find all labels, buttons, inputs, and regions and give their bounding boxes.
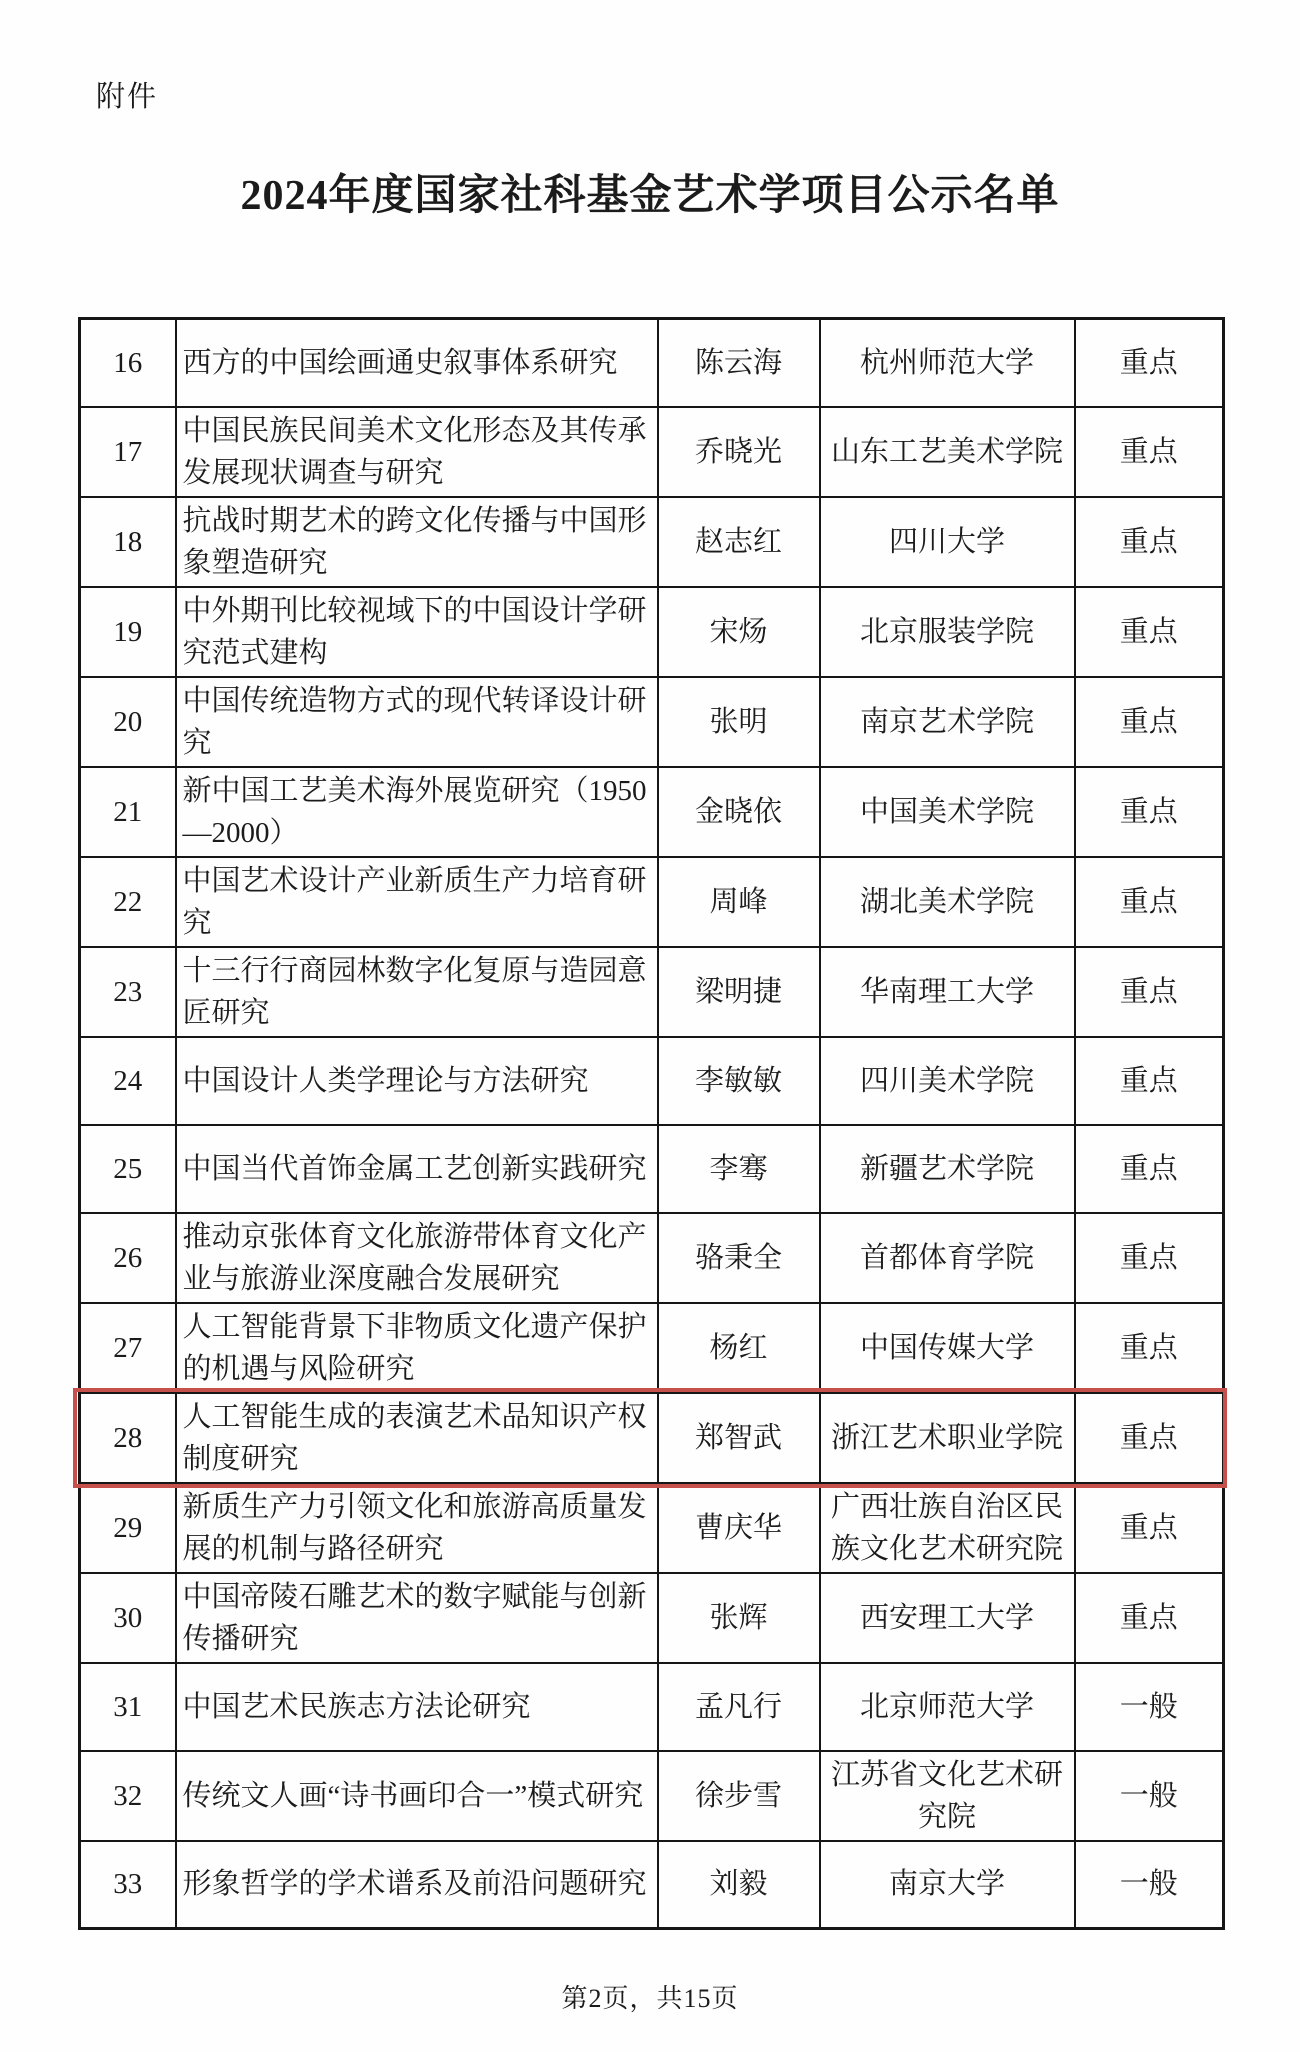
table-row (80, 497, 1224, 587)
project-leader: 徐步雪 (658, 1751, 820, 1841)
project-category: 重点 (1075, 319, 1224, 407)
project-title: 中国传统造物方式的现代转译设计研究 (176, 677, 658, 767)
table-row (80, 1037, 1224, 1125)
project-category: 重点 (1075, 947, 1224, 1037)
row-number: 24 (80, 1037, 176, 1125)
project-title: 推动京张体育文化旅游带体育文化产业与旅游业深度融合发展研究 (176, 1213, 658, 1303)
project-category: 重点 (1075, 1303, 1224, 1393)
row-number: 23 (80, 947, 176, 1037)
project-category: 重点 (1075, 1037, 1224, 1125)
row-number: 18 (80, 497, 176, 587)
project-leader: 赵志红 (658, 497, 820, 587)
project-leader: 张明 (658, 677, 820, 767)
project-leader: 乔晓光 (658, 407, 820, 497)
projects-table-container (78, 317, 1222, 1930)
project-title: 中国艺术民族志方法论研究 (176, 1663, 658, 1751)
project-leader: 曹庆华 (658, 1483, 820, 1573)
page-title: 2024年度国家社科基金艺术学项目公示名单 (240, 173, 1060, 219)
project-leader: 骆秉全 (658, 1213, 820, 1303)
project-category: 重点 (1075, 497, 1224, 587)
project-institution: 广西壮族自治区民族文化艺术研究院 (820, 1483, 1075, 1573)
row-number: 28 (80, 1393, 176, 1483)
projects-table (78, 317, 1225, 1930)
project-institution: 北京服装学院 (820, 587, 1075, 677)
row-number: 29 (80, 1483, 176, 1573)
row-number: 31 (80, 1663, 176, 1751)
project-title: 中国民族民间美术文化形态及其传承发展现状调查与研究 (176, 407, 658, 497)
table-row (80, 407, 1224, 497)
table-row (80, 1483, 1224, 1573)
table-row (80, 767, 1224, 857)
table-row (80, 1751, 1224, 1841)
project-title: 中国艺术设计产业新质生产力培育研究 (176, 857, 658, 947)
project-institution: 江苏省文化艺术研究院 (820, 1751, 1075, 1841)
project-institution: 杭州师范大学 (820, 319, 1075, 407)
project-leader: 金晓依 (658, 767, 820, 857)
table-row (80, 1573, 1224, 1663)
row-number: 27 (80, 1303, 176, 1393)
table-row (80, 319, 1224, 407)
project-category: 重点 (1075, 767, 1224, 857)
table-row (80, 857, 1224, 947)
project-title: 传统文人画“诗书画印合一”模式研究 (176, 1751, 658, 1841)
table-row (80, 677, 1224, 767)
project-category: 重点 (1075, 1483, 1224, 1573)
table-row (80, 1303, 1224, 1393)
project-institution: 西安理工大学 (820, 1573, 1075, 1663)
table-row (80, 587, 1224, 677)
project-institution: 四川大学 (820, 497, 1075, 587)
project-category: 重点 (1075, 857, 1224, 947)
project-leader: 杨红 (658, 1303, 820, 1393)
project-title: 中外期刊比较视域下的中国设计学研究范式建构 (176, 587, 658, 677)
row-number: 26 (80, 1213, 176, 1303)
project-institution: 北京师范大学 (820, 1663, 1075, 1751)
project-institution: 湖北美术学院 (820, 857, 1075, 947)
project-title: 新质生产力引领文化和旅游高质量发展的机制与路径研究 (176, 1483, 658, 1573)
row-number: 17 (80, 407, 176, 497)
project-category: 重点 (1075, 677, 1224, 767)
project-institution: 浙江艺术职业学院 (820, 1393, 1075, 1483)
project-institution: 中国美术学院 (820, 767, 1075, 857)
project-category: 重点 (1075, 1213, 1224, 1303)
page-number: 第2页，共15页 (561, 1984, 739, 2013)
project-leader: 宋炀 (658, 587, 820, 677)
project-leader: 周峰 (658, 857, 820, 947)
project-category: 重点 (1075, 1125, 1224, 1213)
table-row (80, 1213, 1224, 1303)
table-row (80, 1663, 1224, 1751)
project-title: 十三行行商园林数字化复原与造园意匠研究 (176, 947, 658, 1037)
project-title: 新中国工艺美术海外展览研究（1950—2000） (176, 767, 658, 857)
project-category: 一般 (1075, 1841, 1224, 1929)
table-row (80, 1841, 1224, 1929)
attachment-label: 附件 (96, 81, 159, 113)
project-category: 重点 (1075, 1573, 1224, 1663)
table-row (80, 1125, 1224, 1213)
project-leader: 梁明捷 (658, 947, 820, 1037)
project-leader: 李敏敏 (658, 1037, 820, 1125)
row-number: 22 (80, 857, 176, 947)
project-category: 一般 (1075, 1663, 1224, 1751)
project-title: 形象哲学的学术谱系及前沿问题研究 (176, 1841, 658, 1929)
project-title: 中国设计人类学理论与方法研究 (176, 1037, 658, 1125)
project-category: 一般 (1075, 1751, 1224, 1841)
row-number: 21 (80, 767, 176, 857)
project-institution: 山东工艺美术学院 (820, 407, 1075, 497)
project-leader: 陈云海 (658, 319, 820, 407)
project-title: 抗战时期艺术的跨文化传播与中国形象塑造研究 (176, 497, 658, 587)
project-title: 人工智能生成的表演艺术品知识产权制度研究 (176, 1393, 658, 1483)
project-leader: 郑智武 (658, 1393, 820, 1483)
project-institution: 南京艺术学院 (820, 677, 1075, 767)
project-category: 重点 (1075, 1393, 1224, 1483)
row-number: 20 (80, 677, 176, 767)
table-row (80, 947, 1224, 1037)
project-title: 中国帝陵石雕艺术的数字赋能与创新传播研究 (176, 1573, 658, 1663)
row-number: 30 (80, 1573, 176, 1663)
project-institution: 新疆艺术学院 (820, 1125, 1075, 1213)
project-leader: 刘毅 (658, 1841, 820, 1929)
project-category: 重点 (1075, 587, 1224, 677)
project-institution: 中国传媒大学 (820, 1303, 1075, 1393)
projects-table-body (80, 319, 1224, 1929)
project-title: 人工智能背景下非物质文化遗产保护的机遇与风险研究 (176, 1303, 658, 1393)
row-number: 16 (80, 319, 176, 407)
project-title: 中国当代首饰金属工艺创新实践研究 (176, 1125, 658, 1213)
project-institution: 首都体育学院 (820, 1213, 1075, 1303)
project-leader: 张辉 (658, 1573, 820, 1663)
project-institution: 南京大学 (820, 1841, 1075, 1929)
row-number: 19 (80, 587, 176, 677)
project-institution: 华南理工大学 (820, 947, 1075, 1037)
project-leader: 孟凡行 (658, 1663, 820, 1751)
project-title: 西方的中国绘画通史叙事体系研究 (176, 319, 658, 407)
row-number: 25 (80, 1125, 176, 1213)
project-category: 重点 (1075, 407, 1224, 497)
row-number: 32 (80, 1751, 176, 1841)
table-row (80, 1393, 1224, 1483)
row-number: 33 (80, 1841, 176, 1929)
project-institution: 四川美术学院 (820, 1037, 1075, 1125)
project-leader: 李骞 (658, 1125, 820, 1213)
